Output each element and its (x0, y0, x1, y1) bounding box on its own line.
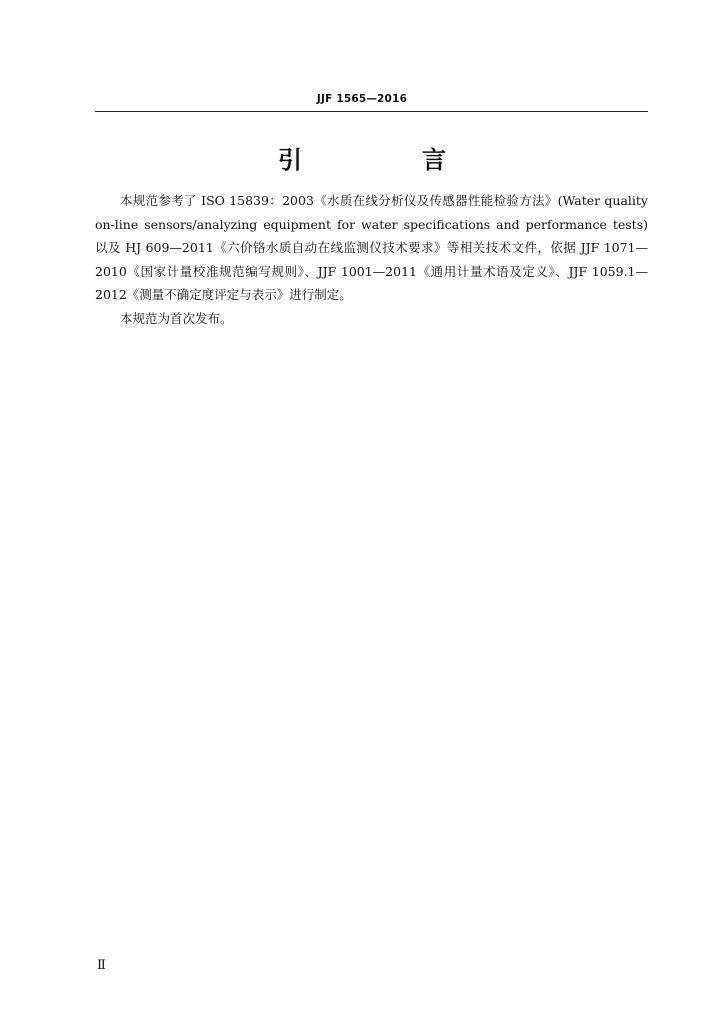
header-divider (95, 111, 648, 112)
paragraph-first-release: 本规范为首次发布。 (120, 310, 233, 326)
paragraph-references: 本规范参考了 ISO 15839：2003《水质在线分析仪及传感器性能检验方法》(Water quality on-line sensors/analyzing equipment for water specifications and performance tests) 以及 HJ 609—2011《六价铬水质自动在线监测仪技术要求》等相关技术文件，依据 JJF 1071—2010《国家计量校准规范编写规则》、JJF 1001—2011《通用计量术语及定义》、JJF 1059.1—2012《测量不确定度评定与表示》进行制定。 (95, 193, 648, 302)
section-title: 引 言 (278, 146, 494, 174)
page-number: Ⅱ (97, 958, 106, 973)
body-content (95, 189, 648, 330)
document-code: JJF 1565—2016 (316, 93, 408, 105)
